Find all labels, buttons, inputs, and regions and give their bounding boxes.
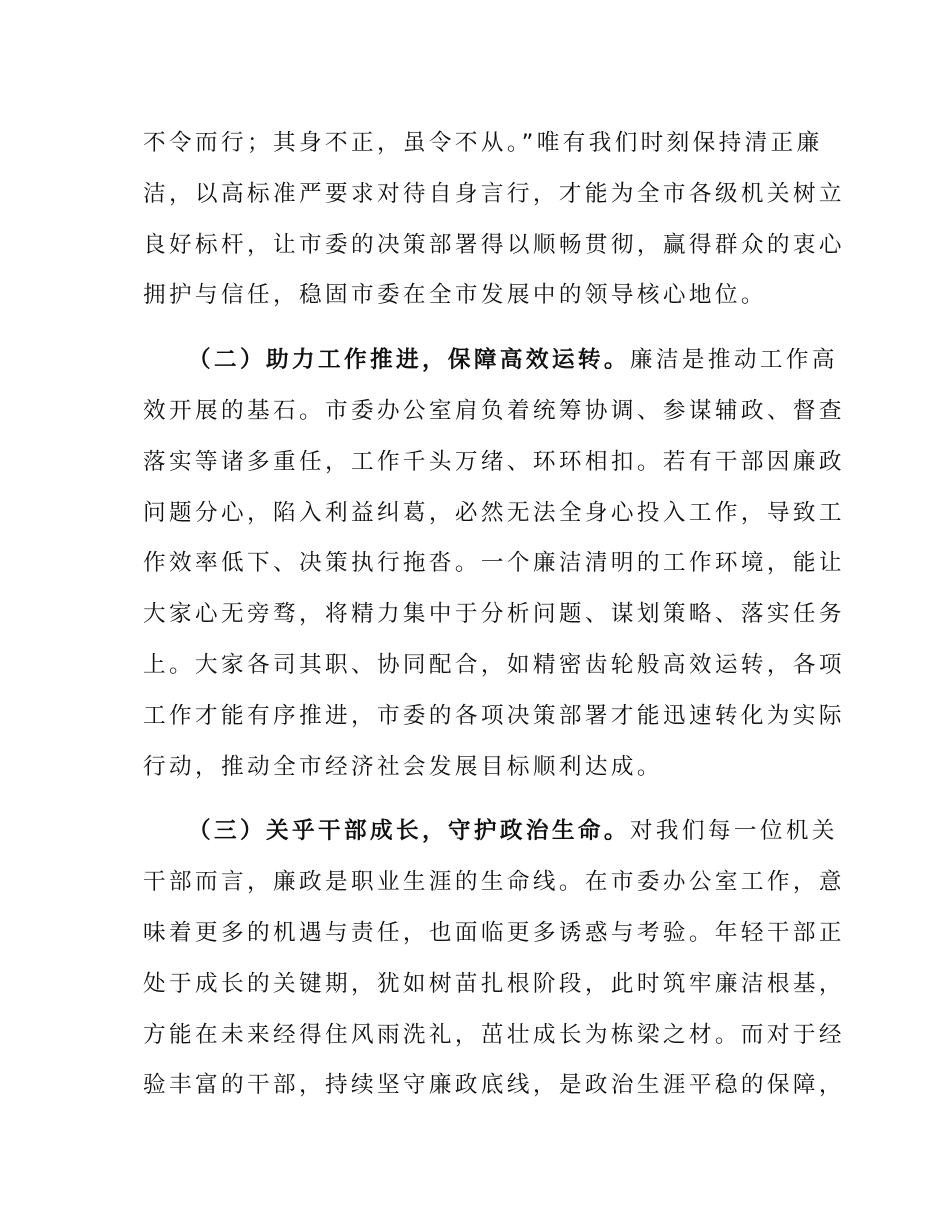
paragraph-gap [143,321,809,335]
text-line: 不令而行；其身不正，虽令不从。”唯有我们时刻保持清正廉 [143,130,823,156]
text-line: 处于成长的关键期，犹如树苗扎根阶段，此时筑牢廉洁根基， [143,970,845,997]
text-line: 工作才能有序推进，市委的各项决策部署才能迅速转化为实际 [143,702,845,729]
paragraph-gap [143,792,809,806]
text-line: 问题分心，陷入利益纠葛，必然无法全身心投入工作，导致工 [143,499,845,526]
paragraph-section-three [143,806,845,1111]
section-heading-two: （二）助力工作推进，保障高效运转。 [188,347,630,374]
text-line [143,806,838,857]
text-line: 干部而言，廉政是职业生涯的生命线。在市委办公室工作，意 [143,869,845,896]
text-run: 廉洁是推动工作高 [629,347,838,374]
text-line: 大家心无旁骛，将精力集中于分析问题、谋划策略、落实任务 [143,601,845,628]
text-line [143,335,838,386]
text-line: 作效率低下、决策执行拖沓。一个廉洁清明的工作环境，能让 [143,550,845,577]
paragraph-continuation [143,118,845,321]
text-line: 良好标杆，让市委的决策部署得以顺畅贯彻，赢得群众的衷心 [143,231,845,258]
text-line: 上。大家各司其职、协同配合，如精密齿轮般高效运转，各项 [143,651,845,678]
text-run: 对我们每一位机关 [629,818,838,845]
text-line: 洁，以高标准严要求对待自身言行，才能为全市各级机关树立 [143,180,845,207]
section-heading-three: （三）关乎干部成长，守护政治生命。 [188,818,630,845]
text-line: 效开展的基石。市委办公室肩负着统筹协调、参谋辅政、督查 [143,397,845,424]
text-line: 拥护与信任，稳固市委在全市发展中的领导核心地位。 [143,282,767,309]
text-line: 方能在未来经得住风雨洗礼，茁壮成长为栋梁之材。而对于经 [143,1021,845,1048]
text-line: 行动，推动全市经济社会发展目标顺利达成。 [143,753,663,780]
text-line: 味着更多的机遇与责任，也面临更多诱惑与考验。年轻干部正 [143,919,845,946]
text-line: 验丰富的干部，持续坚守廉政底线，是政治生涯平稳的保障， [143,1072,845,1099]
text-line: 落实等诸多重任，工作千头万绪、环环相扣。若有干部因廉政 [143,448,845,475]
document-text [143,118,845,1111]
paragraph-section-two [143,335,845,792]
